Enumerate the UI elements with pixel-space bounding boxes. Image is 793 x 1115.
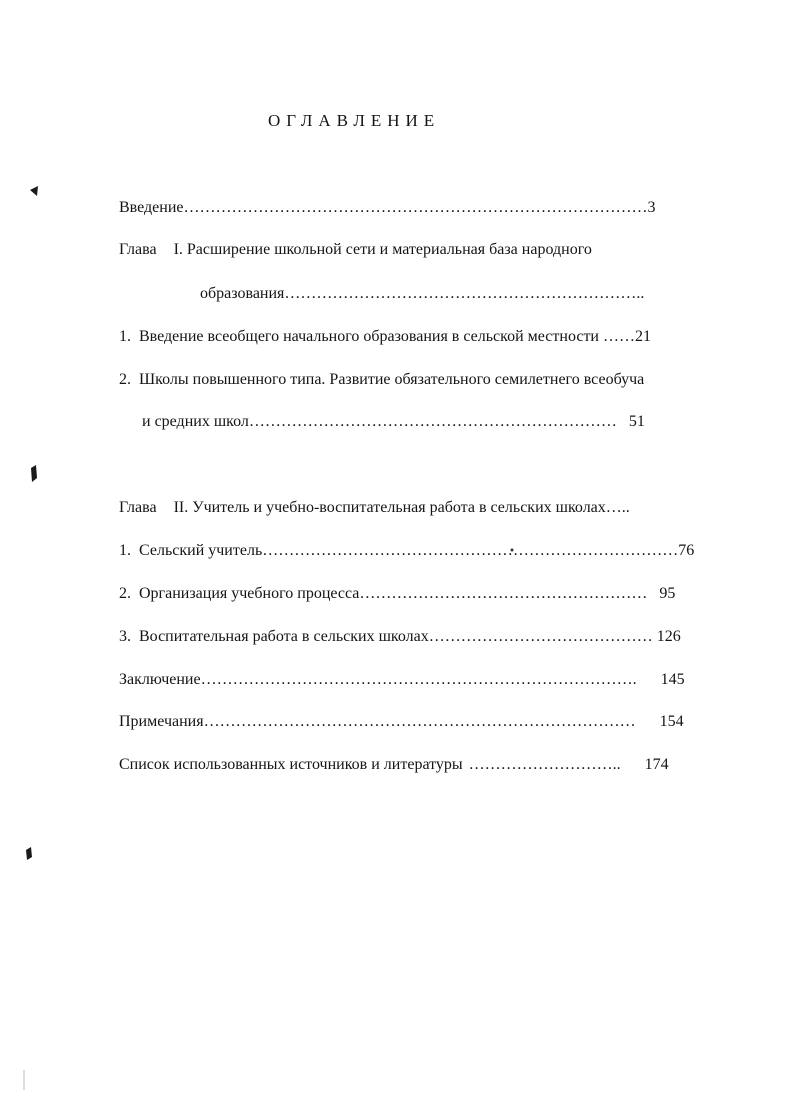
chapter-label: Глава [119,241,157,258]
entry-leader: …………………………………………………………… [248,413,617,430]
entry-page: 51 [628,413,645,430]
entry-page: 95 [659,585,676,602]
entry-leader: …………………………………………………………………………… [183,199,648,216]
toc-section-2-3 [119,627,681,647]
entry-leader: …………………………………… [428,628,653,645]
scan-speck-2 [31,465,37,482]
entry-title: Список использованных источников и литературы [119,756,463,773]
chapter-title: I. Расширение школьной сети и материальная база народного [173,241,592,258]
entry-leader: ……………………………………………………………………… [203,713,636,730]
entry-title: Примечания [119,713,204,730]
section-title: Организация учебного процесса [139,585,360,602]
scan-speck-1 [30,186,38,196]
toc-section-1-2 [119,370,644,390]
section-number: 1. [119,542,131,559]
section-number: 2. [119,371,131,388]
section-title: Воспитательная работа в сельских школах [139,628,429,645]
section-number: 1. [119,328,131,345]
entry-leader: …… [603,328,635,345]
toc-section-2-1 [119,541,694,561]
entry-leader: ……………………………………………… [359,585,648,602]
entry-leader: ………………………………………………………….. [284,285,645,302]
section-title: Введение всеобщего начального образования в сельской местности [139,328,599,345]
toc-entry-intro [119,198,656,218]
entry-leader: ………………………………………………………………………. [200,671,637,688]
entry-page: 126 [656,628,681,645]
toc-section-1-2-continuation [142,412,645,432]
entry-page: 154 [659,713,684,730]
entry-page: 145 [660,671,685,688]
entry-page: 174 [644,756,669,773]
section-title: Сельский учитель [139,542,263,559]
toc-entry-conclusion [119,670,685,690]
toc-entry-sources [119,755,669,775]
entry-title: Введение [119,199,184,216]
chapter-label: Глава [119,499,157,516]
section-title-cont: и средних школ [142,413,249,430]
toc-chapter-1-continuation [200,284,644,304]
toc-title: ОГЛАВЛЕНИЕ [268,111,441,130]
toc-chapter-1 [119,240,592,260]
scan-speck-3 [26,847,32,860]
toc-entry-notes [119,712,684,732]
entry-title: Заключение [119,671,201,688]
entry-page: 21 [635,328,651,345]
entry-leader: ……………………….. [468,756,621,773]
entry-page: 3 [647,199,656,216]
section-number: 3. [119,628,131,645]
chapter-title-cont: образования [200,285,285,302]
section-title: Школы повышенного типа. Развитие обязательного семилетнего всеобуча [139,371,645,388]
toc-section-2-2 [119,584,675,604]
chapter-title: II. Учитель и учебно-воспитательная работа в сельских школах….. [173,499,630,516]
section-number: 2. [119,585,131,602]
entry-leader: …………………………………………………………………… [262,542,679,559]
toc-chapter-2 [119,498,630,518]
entry-page: 76 [678,542,695,559]
toc-section-1-1 [119,327,651,347]
